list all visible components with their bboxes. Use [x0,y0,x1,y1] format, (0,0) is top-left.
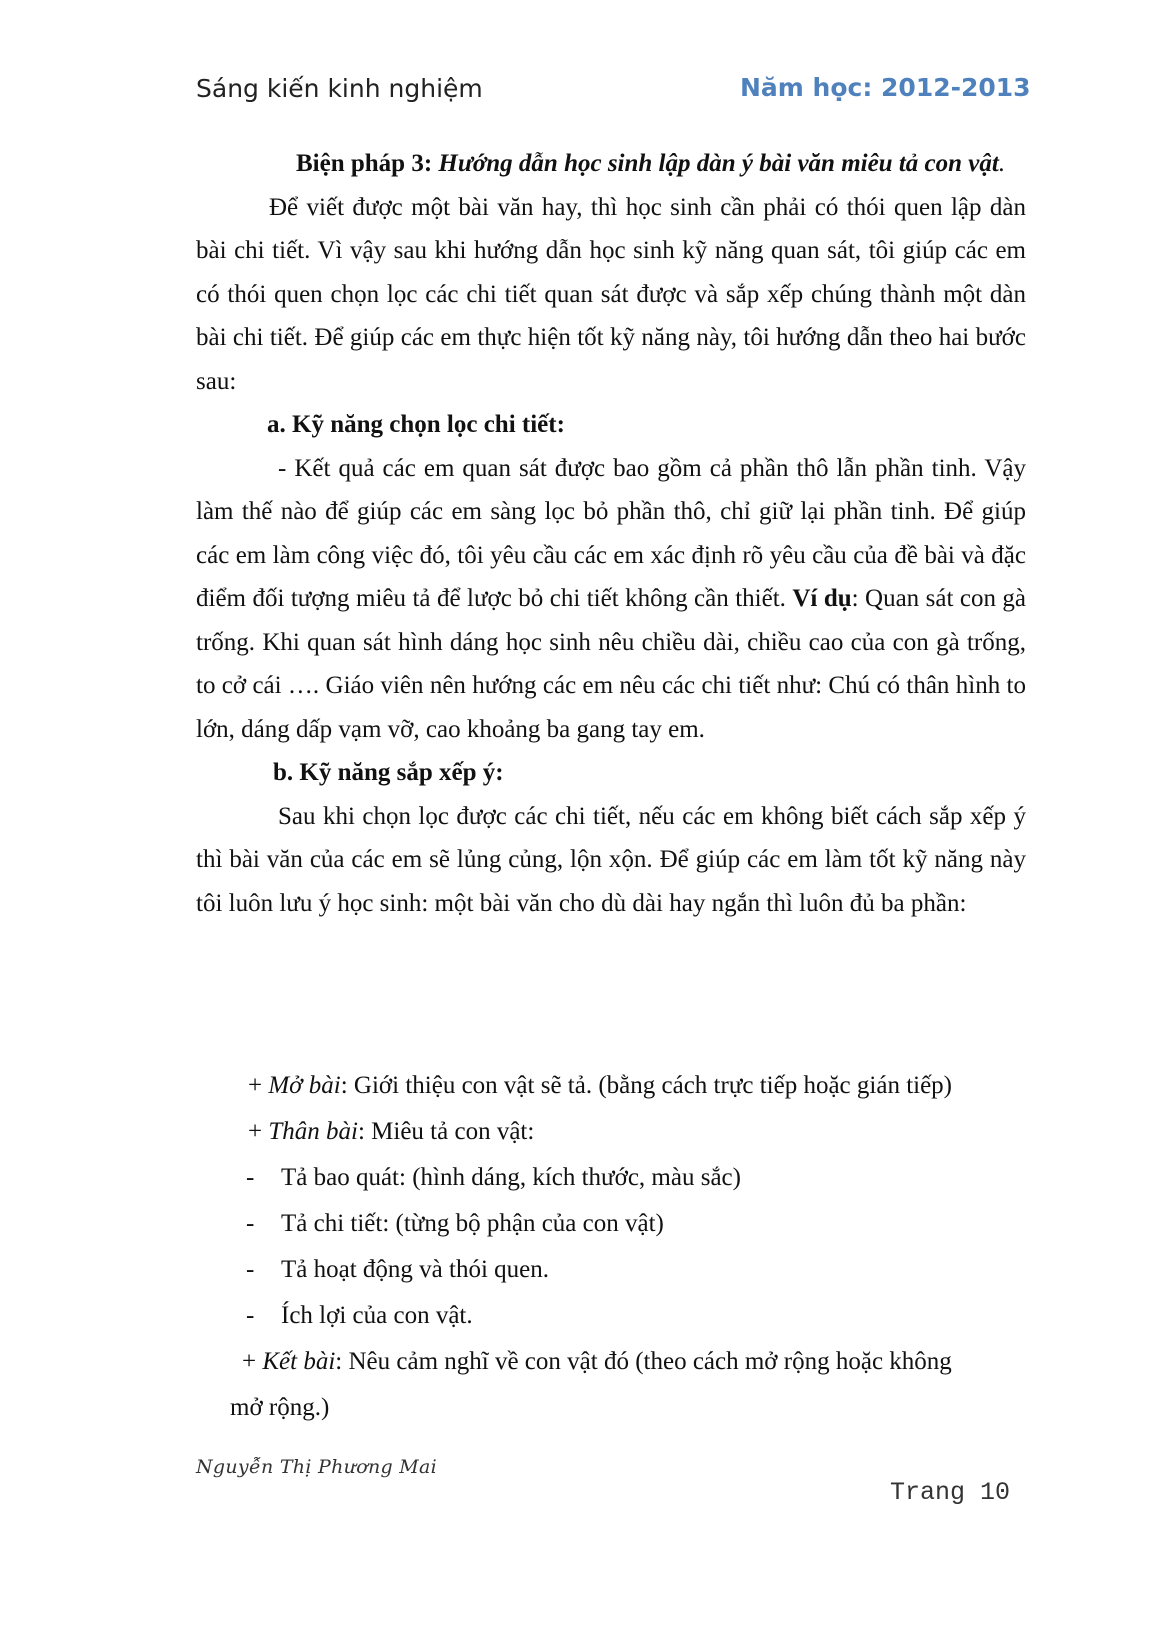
page-number: Trang 10 [890,1478,1011,1507]
outline-mo-bai: + Mở bài: Giới thiệu con vật sẽ tả. (bằng cách trực tiếp hoặc gián tiếp) [248,1072,953,1099]
outline-ket-bai-continued: mở rộng.) [230,1394,330,1421]
part-b-paragraph: Sau khi chọn lọc được các chi tiết, nếu các em không biết cách sắp xếp ý thì bài văn của các em sẽ lủng củng, lộn xộn. Để giúp các em làm tốt kỹ năng này tôi luôn lưu ý học sinh: một bài văn cho dù dài hay ngắn thì luôn đủ ba phần: [196,802,1026,917]
list-item: - Tả bao quát: (hình dáng, kích thước, màu sắc) [246,1164,741,1191]
list-item: - Tả hoạt động và thói quen. [246,1256,549,1283]
section-label: Biện pháp 3: [296,150,433,177]
header-school-year: Năm học: 2012-2013 [740,73,1031,102]
outline-ket-bai: + Kết bài: Nêu cảm nghĩ về con vật đó (theo cách mở rộng hoặc không [242,1348,952,1375]
example-label: Ví dụ [792,585,852,612]
section-title: Hướng dẫn học sinh lập dàn ý bài văn miêu tả con vật [438,150,999,177]
part-b-heading: b. Kỹ năng sắp xếp ý: [273,759,504,786]
intro-paragraph: Để viết được một bài văn hay, thì học sinh cần phải có thói quen lập dàn bài chi tiết. Vì vậy sau khi hướng dẫn học sinh kỹ năng quan sát, tôi giúp các em có thói quen chọn lọc các chi tiết quan sát được và sắp xếp chúng thành một dàn bài chi tiết. Để giúp các em thực hiện tốt kỹ năng này, tôi hướng dẫn theo hai bước sau: [196,193,1026,395]
part-a-heading: a. Kỹ năng chọn lọc chi tiết: [267,411,565,438]
author-signature: Nguyễn Thị Phương Mai [196,1456,438,1478]
header-title: Sáng kiến kinh nghiệm [196,74,483,103]
document-body [196,142,1026,925]
list-item: - Tả chi tiết: (từng bộ phận của con vật) [246,1210,664,1237]
list-item: - Ích lợi của con vật. [246,1302,473,1329]
outline-than-bai: + Thân bài: Miêu tả con vật: [248,1118,535,1145]
outline-list [196,1063,1036,1431]
part-a-paragraph: - Kết quả các em quan sát được bao gồm cả phần thô lẫn phần tinh. Vậy làm thế nào để giúp các em sàng lọc bỏ phần thô, chỉ giữ lại phần tinh. Để giúp các em làm công việc đó, tôi yêu cầu các em xác định rõ yêu cầu của đề bài và đặc điểm đối tượng miêu tả để lược bỏ chi tiết không cần thiết. Ví dụ: Quan sát con gà trống. Khi quan sát hình dáng học sinh nêu chiều dài, chiều cao của con gà trống, to cở cái …. Giáo viên nên hướng các em nêu các chi tiết như: Chú có thân hình to lớn, dáng dấp vạm vỡ, cao khoảng ba gang tay em. [196,454,1027,743]
section-heading: Biện pháp 3: Hướng dẫn học sinh lập dàn ý bài văn miêu tả con vật. [296,150,1006,177]
